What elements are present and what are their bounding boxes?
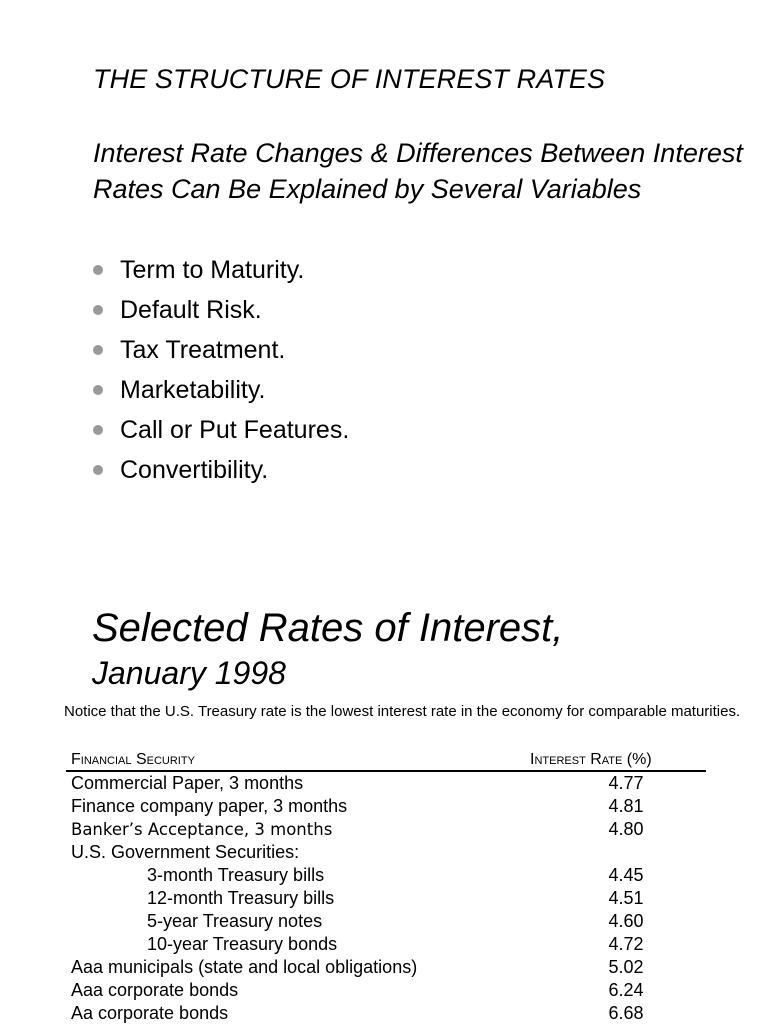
security-name: Banker’s Acceptance, 3 months	[71, 820, 333, 839]
section-subtitle: January 1998	[92, 655, 286, 691]
security-name: Aa corporate bonds	[71, 1003, 229, 1023]
bullet-icon	[93, 345, 103, 355]
list-item	[93, 412, 349, 452]
table-row	[66, 772, 706, 795]
interest-rate: 4.51	[608, 888, 644, 908]
interest-rate: 4.72	[608, 934, 644, 954]
column-header-rate-label: Interest Rate	[530, 751, 623, 768]
table-row	[66, 979, 706, 1002]
table-row	[66, 956, 706, 979]
column-header-security: Financial Security	[71, 751, 195, 768]
security-name: 10-year Treasury bonds	[147, 934, 338, 954]
list-item-label: Term to Maturity.	[120, 256, 305, 284]
variables-list	[93, 252, 349, 492]
bullet-icon	[93, 265, 103, 275]
table-row	[66, 887, 706, 910]
interest-rate: 6.68	[608, 1003, 644, 1023]
table-row	[66, 1002, 706, 1025]
security-name: Aaa municipals (state and local obligations)	[71, 957, 418, 977]
column-header-rate-unit: (%)	[622, 751, 652, 768]
slide-subtitle: Interest Rate Changes & Differences Between Interest Rates Can Be Explained by Several Variables	[93, 138, 743, 204]
list-item	[93, 292, 349, 332]
bullet-icon	[93, 305, 103, 315]
list-item-label: Tax Treatment.	[120, 336, 286, 364]
table-header	[66, 748, 706, 772]
table-row	[66, 933, 706, 956]
interest-rate: 5.02	[608, 957, 644, 977]
section-title: Selected Rates of Interest,	[92, 606, 564, 650]
security-name: 3-month Treasury bills	[147, 865, 325, 885]
bullet-icon	[93, 465, 103, 475]
security-name: 5-year Treasury notes	[147, 911, 323, 931]
list-item	[93, 332, 349, 372]
list-item	[93, 452, 349, 492]
treasury-note: Notice that the U.S. Treasury rate is the lowest interest rate in the economy for comparable maturities.	[64, 703, 741, 720]
table-row	[66, 864, 706, 887]
interest-rate: 4.80	[608, 819, 644, 839]
table-row	[66, 910, 706, 933]
rates-table	[66, 748, 706, 1025]
list-item-label: Convertibility.	[120, 456, 269, 484]
interest-rate: 4.77	[608, 773, 644, 793]
interest-rate: 4.45	[608, 865, 644, 885]
interest-rate: 4.81	[608, 796, 644, 816]
list-item-label: Call or Put Features.	[120, 416, 350, 444]
security-name: 12-month Treasury bills	[147, 888, 335, 908]
table-row	[66, 841, 706, 864]
security-name: Commercial Paper, 3 months	[71, 773, 304, 793]
table-row	[66, 818, 706, 841]
security-name: Finance company paper, 3 months	[71, 796, 348, 816]
bullet-icon	[93, 385, 103, 395]
slide-title: THE STRUCTURE OF INTEREST RATES	[93, 64, 606, 94]
interest-rate: 4.60	[608, 911, 644, 931]
security-name: Aaa corporate bonds	[71, 980, 239, 1000]
list-item-label: Marketability.	[120, 376, 266, 404]
list-item-label: Default Risk.	[120, 296, 262, 324]
list-item	[93, 372, 349, 412]
bullet-icon	[93, 425, 103, 435]
list-item	[93, 252, 349, 292]
security-name: U.S. Government Securities:	[71, 842, 300, 862]
column-header-rate	[530, 748, 652, 772]
interest-rate: 6.24	[608, 980, 644, 1000]
table-row	[66, 795, 706, 818]
